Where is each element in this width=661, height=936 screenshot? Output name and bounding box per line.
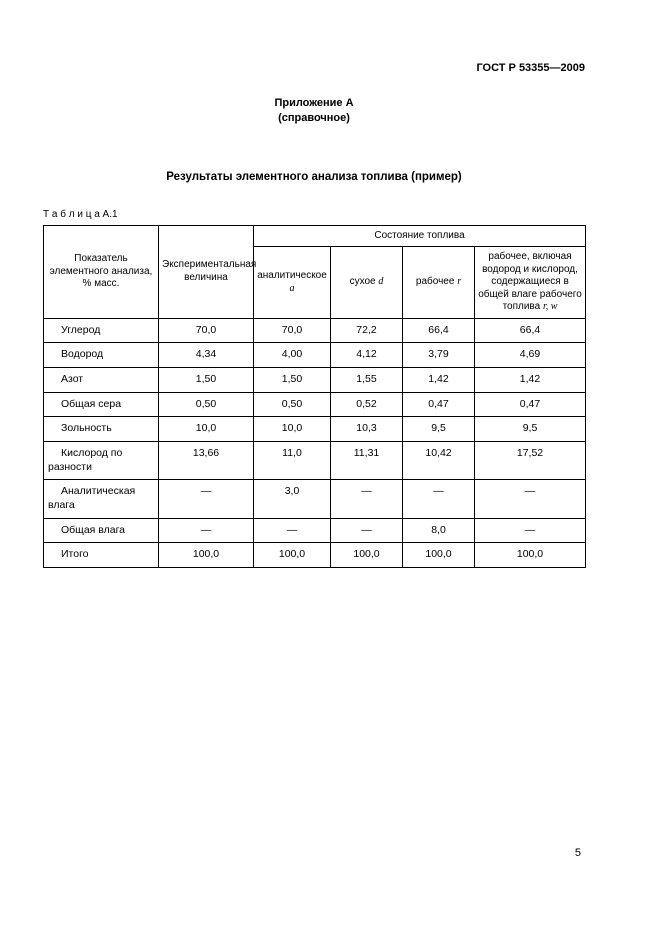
table-cell: 100,0 [159,543,254,568]
table-cell: 10,3 [331,417,403,442]
table-cell: 1,55 [331,368,403,393]
row-label: Зольность [44,417,159,442]
table-cell: — [254,518,331,543]
table-cell: — [403,480,475,518]
table-row [44,480,586,518]
subcol-symbol: а [289,282,295,294]
subcol-label: аналитическое [257,270,327,282]
table-header [44,225,586,318]
column-header-experimental: Экспериментальная величина [159,225,254,318]
table-row [44,318,586,343]
table-row [44,417,586,442]
table-cell: — [159,480,254,518]
table-row [44,343,586,368]
table-cell: 66,4 [475,318,586,343]
table-cell: 10,0 [254,417,331,442]
page-content [43,0,585,568]
table-cell: 0,47 [475,392,586,417]
subcol-label: рабочее [415,276,455,288]
table-cell: 1,42 [403,368,475,393]
table-cell: 10,0 [159,417,254,442]
table-cell: 1,50 [159,368,254,393]
table-row [44,368,586,393]
table-cell: 72,2 [331,318,403,343]
row-label: Кислород по разности [44,441,159,479]
table-cell: 1,42 [475,368,586,393]
appendix-heading [43,96,585,127]
column-header-working [403,247,475,319]
table-cell: 0,47 [403,392,475,417]
table-cell: — [475,480,586,518]
column-header-analytical [254,247,331,319]
table-cell: 70,0 [254,318,331,343]
table-cell: 4,00 [254,343,331,368]
table-caption: Т а б л и ц а А.1 [43,208,118,220]
column-group-header-fuel-state: Состояние топлива [254,225,586,247]
table-cell: 3,79 [403,343,475,368]
table-cell: 8,0 [403,518,475,543]
table-cell: 70,0 [159,318,254,343]
table-cell: 0,52 [331,392,403,417]
table-cell: 100,0 [331,543,403,568]
column-header-dry [331,247,403,319]
table-row [44,392,586,417]
subcol-symbol: r [457,276,462,288]
table-cell: 100,0 [475,543,586,568]
table-cell: 66,4 [403,318,475,343]
table-cell: 10,42 [403,441,475,479]
table-cell: 4,12 [331,343,403,368]
table-cell: 17,52 [475,441,586,479]
table-cell: 4,69 [475,343,586,368]
table-row [44,518,586,543]
table-cell: — [331,480,403,518]
table-cell: 11,0 [254,441,331,479]
appendix-title: Приложение А [274,97,354,109]
page-number: 5 [574,847,581,859]
table-cell: 0,50 [254,392,331,417]
subcol-symbol: d [378,276,384,288]
table-cell: 3,0 [254,480,331,518]
row-label: Углерод [44,318,159,343]
column-header-working-with-moisture [475,247,586,319]
subcol-label: сухое [349,276,376,288]
row-label: Водород [44,343,159,368]
table-row [44,441,586,479]
table-cell: 9,5 [475,417,586,442]
table-cell: 100,0 [403,543,475,568]
analysis-table-body [44,318,586,567]
column-header-indicator: Показатель элементного анализа, % масс. [44,225,159,318]
table-row [44,543,586,568]
row-label: Итого [44,543,159,568]
table-cell: — [331,518,403,543]
table-cell: 13,66 [159,441,254,479]
table-cell: 0,50 [159,392,254,417]
row-label: Общая сера [44,392,159,417]
table-cell: 1,50 [254,368,331,393]
row-label: Общая влага [44,518,159,543]
row-label: Аналитическая влага [44,480,159,518]
row-label: Азот [44,368,159,393]
appendix-subtitle: (справочное) [278,112,350,125]
table-cell: 11,31 [331,441,403,479]
subcol-label: рабочее, включая водород и кислород, содержащиеся в общей влаге рабочего топлива [478,251,582,313]
table-cell: 100,0 [254,543,331,568]
document-code: ГОСТ Р 53355—2009 [476,62,585,74]
page-title: Результаты элементного анализа топлива (пример) [166,170,462,183]
analysis-table [43,225,586,568]
table-cell: — [159,518,254,543]
subcol-symbol: r, w [542,301,558,313]
table-cell: — [475,518,586,543]
table-cell: 9,5 [403,417,475,442]
table-cell: 4,34 [159,343,254,368]
